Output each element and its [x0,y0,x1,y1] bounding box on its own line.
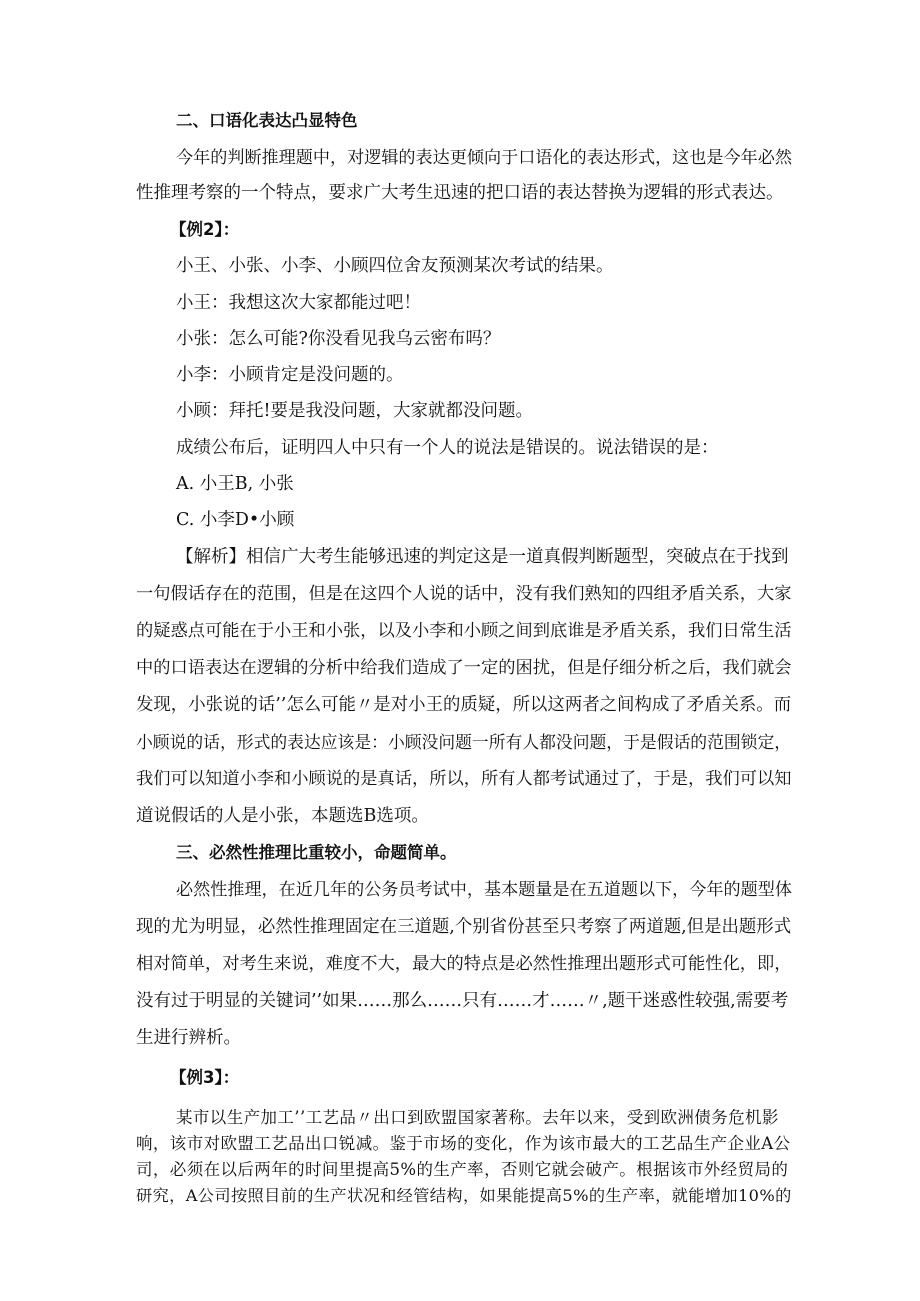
example-2-line-1: 小王、小张、小李、小顾四位舍友预测某次考试的结果。 [176,256,614,276]
example-2-label: 【例2】： [170,220,240,239]
example-2-line-5: 小顾：拜托!要是我没问题，大家就都没问题。 [176,401,534,421]
analysis-line-1: 【解析】相信广大考生能够迅速的判定这是一道真假判断题型，突破点在于找到 [176,547,789,567]
section-3-heading: 三、必然性推理比重较小，命题简单。 [176,843,457,862]
example-2-line-3: 小张：怎么可能?你没看见我乌云密布吗？ [176,329,501,349]
section-3-body-line-2: 现的尤为明显，必然性推理固定在三道题,个别省份甚至只考察了两道题,但是出题形式 [136,917,792,937]
section-2-intro-line-1: 今年的判断推理题中，对逻辑的表达更倾向于口语化的表达形式，这也是今年必然 [176,148,792,168]
analysis-line-5: 发现，小张说的话’’怎么可能〃是对小王的质疑，所以这两者之间构成了矛盾关系。而 [136,695,792,715]
analysis-line-3: 的疑惑点可能在于小王和小张，以及小李和小顾之间到底谁是矛盾关系，我们日常生活 [136,621,792,641]
example-3-line-3: 司，必须在以后两年的时间里提高5%的生产率，否则它就会破产。根据该市外经贸局的 [136,1160,789,1179]
section-3-body-line-1: 必然性推理，在近几年的公务员考试中，基本题量是在五道题以下，今年的题型体 [176,880,792,900]
example-2-line-4: 小李：小顾肯定是没问题的。 [176,365,404,385]
example-2-option-ab: A. 小王B, 小张 [176,474,294,494]
example-3-line-1: 某市以生产加工’’工艺品〃出口到欧盟国家著称。去年以来，受到欧洲债务危机影 [176,1108,779,1127]
section-3-body-line-4: 没有过于明显的关键词’’如果……那么……只有……才……〃,题干迷惑性较强,需要考 [136,991,789,1011]
example-2-line-2: 小王：我想这次大家都能过吧！ [176,293,421,313]
example-3-line-2: 响，该市对欧盟工艺品出口锐减。鉴于市场的变化，作为该市最大的工艺品生产企业A公 [136,1134,791,1153]
example-3-label: 【例3】： [170,1068,240,1087]
analysis-line-7: 我们可以知道小李和小顾说的是真话，所以，所有人都考试通过了，于是，我们可以知 [136,769,792,789]
example-3-line-4: 研究，A公司按照目前的生产状况和经管结构，如果能提高5%的生产率，就能增加10%的 [136,1186,792,1205]
analysis-line-6: 小顾说的话，形式的表达应该是：小顾没问题一所有人都没问题，于是假话的范围锁定， [136,732,792,752]
section-3-body-line-3: 相对简单，对考生来说，难度不大，最大的特点是必然性推理出题形式可能性化，即， [136,954,792,974]
example-2-line-6: 成绩公布后，证明四人中只有一个人的说法是错误的。说法错误的是： [176,438,719,458]
analysis-line-8: 道说假话的人是小张，本题选B选项。 [136,806,429,826]
section-3-body-line-5: 生进行辨析。 [136,1028,241,1048]
example-2-option-cd: C. 小李D•小顾 [176,510,295,530]
section-2-heading: 二、口语化表达凸显特色 [176,111,358,130]
analysis-line-4: 中的口语表达在逻辑的分析中给我们造成了一定的困扰，但是仔细分析之后，我们就会 [136,658,792,678]
section-2-intro-line-2: 性推理考察的一个特点，要求广大考生迅速的把口语的表达替换为逻辑的形式表达。 [136,183,784,203]
analysis-line-2: 一句假话存在的范围，但是在这四个人说的话中，没有我们熟知的四组矛盾关系，大家 [136,584,792,604]
